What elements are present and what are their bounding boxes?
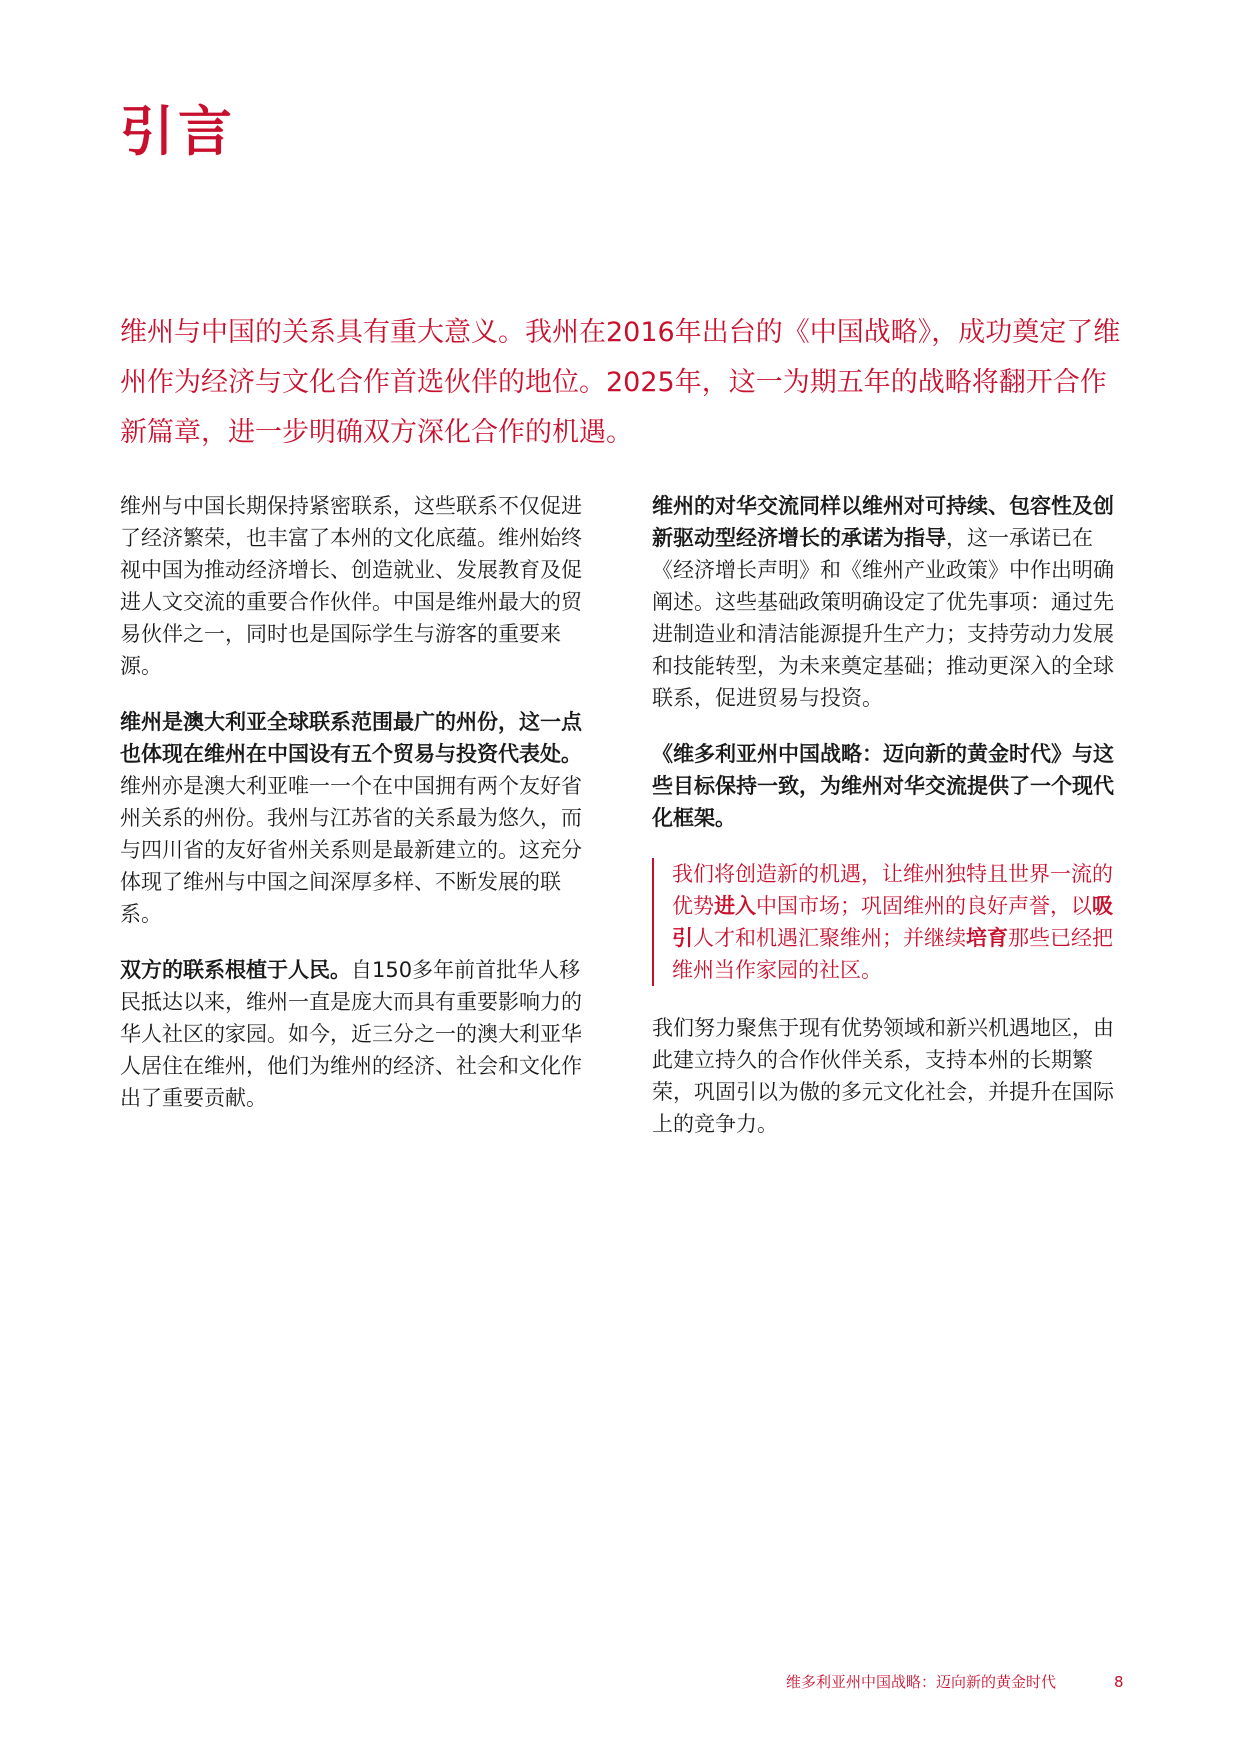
quote-emphasis-3: 培育 — [966, 926, 1008, 950]
intro-paragraph: 维州与中国的关系具有重大意义。我州在2016年出台的《中国战略》，成功奠定了维州作为经济与文化合作首选伙伴的地位。2025年，这一为期五年的战略将翻开合作新篇章，进一步明确双方深化合作的机遇。 — [120, 317, 1121, 448]
right-column — [652, 490, 1132, 1164]
left-paragraph-2 — [120, 706, 595, 930]
quote-text-2: 中国市场；巩固维州的良好声誉，以 — [756, 894, 1092, 918]
left-paragraph-3 — [120, 954, 595, 1114]
left-paragraph-1: 维州与中国长期保持紧密联系，这些联系不仅促进了经济繁荣，也丰富了本州的文化底蕴。维州始终视中国为推动经济增长、创造就业、发展教育及促进人文交流的重要合作伙伴。中国是维州最大的贸易伙伴之一，同时也是国际学生与游客的重要来源。 — [120, 494, 582, 678]
quote-emphasis-2: 吸引 — [672, 894, 1113, 950]
footer-document-title: 维多利亚州中国战略：迈向新的黄金时代 — [786, 1673, 1057, 1691]
page-title: 引言 — [120, 100, 236, 163]
quote-text-3: 人才和机遇汇聚维州；并继续 — [693, 926, 966, 950]
quote-text-4: 那些已经把维州当作家园的社区。 — [672, 926, 1113, 982]
left-column — [120, 490, 595, 1138]
quote-text-1: 我们将创造新的机遇，让维州独特且世界一流的优势 — [672, 862, 1113, 918]
footer-page-number: 8 — [1114, 1673, 1124, 1691]
right-paragraph-1 — [652, 490, 1132, 714]
quote-emphasis-1: 进入 — [714, 894, 756, 918]
left-paragraph-2-text: 维州亦是澳大利亚唯一一个在中国拥有两个友好省州关系的州份。我州与江苏省的关系最为悠久，而与四川省的友好省州关系则是最新建立的。这充分体现了维州与中国之间深厚多样、不断发展的联系。 — [120, 774, 582, 926]
left-paragraph-3-text: 自150多年前首批华人移民抵达以来，维州一直是庞大而具有重要影响力的华人社区的家园。如今，近三分之一的澳大利亚华人居住在维州，他们为维州的经济、社会和文化作出了重要贡献。 — [120, 958, 582, 1110]
right-paragraph-3: 我们努力聚焦于现有优势领域和新兴机遇地区，由此建立持久的合作伙伴关系，支持本州的长期繁荣，巩固引以为傲的多元文化社会，并提升在国际上的竞争力。 — [652, 1016, 1114, 1136]
pull-quote — [652, 858, 1132, 986]
left-paragraph-2-bold: 维州是澳大利亚全球联系范围最广的州份，这一点也体现在维州在中国设有五个贸易与投资代表处。 — [120, 710, 582, 766]
right-paragraph-2: 《维多利亚州中国战略：迈向新的黄金时代》与这些目标保持一致，为维州对华交流提供了一个现代化框架。 — [652, 742, 1114, 830]
right-paragraph-1-bold: 维州的对华交流同样以维州对可持续、包容性及创新驱动型经济增长的承诺为指导 — [652, 494, 1114, 550]
right-paragraph-1-text: ，这一承诺已在《经济增长声明》和《维州产业政策》中作出明确阐述。这些基础政策明确设定了优先事项：通过先进制造业和清洁能源提升生产力；支持劳动力发展和技能转型，为未来奠定基础；推动更深入的全球联系，促进贸易与投资。 — [652, 526, 1114, 710]
left-paragraph-3-bold: 双方的联系根植于人民。 — [120, 958, 351, 982]
